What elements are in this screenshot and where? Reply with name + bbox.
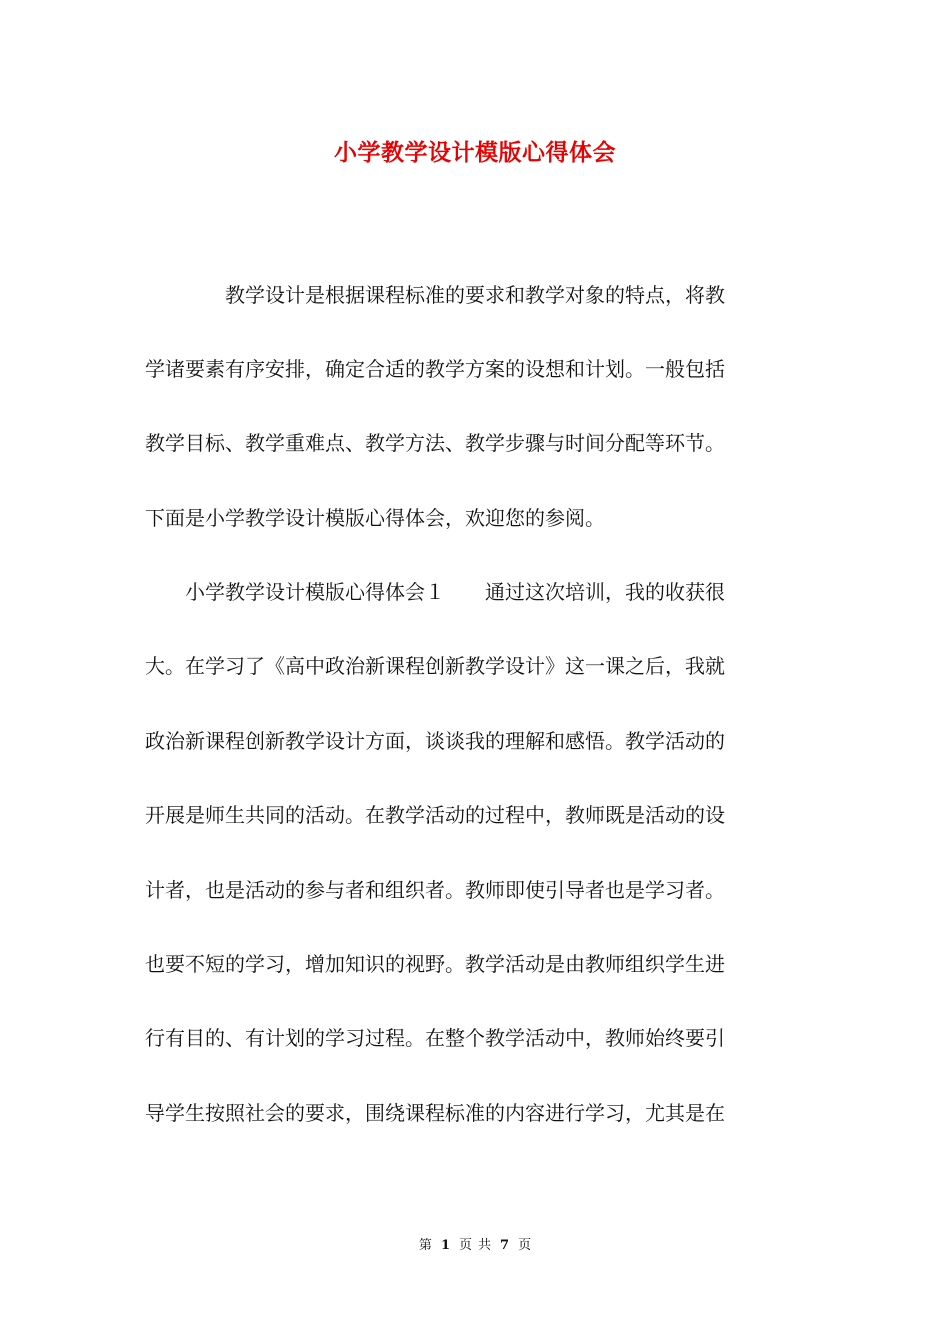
body-line-7: 政治新课程创新教学设计方面，谈谈我的理解和感悟。教学活动的 <box>145 729 725 753</box>
footer-label-ye2: 页 <box>518 1238 532 1253</box>
footer-label-di: 第 <box>418 1238 432 1253</box>
body-line-11: 行有目的、有计划的学习过程。在整个教学活动中，教师始终要引 <box>145 1026 725 1050</box>
body-line-5: 小学教学设计模版心得体会１ 通过这次培训，我的收获很 <box>145 580 725 604</box>
body-line-9: 计者，也是活动的参与者和组织者。教师即使引导者也是学习者。 <box>145 878 725 902</box>
footer-current-page: 1 <box>440 1238 450 1253</box>
document-title: 小学教学设计模版心得体会 <box>334 139 616 166</box>
body-line-1: 教学设计是根据课程标准的要求和教学对象的特点，将教 <box>145 283 725 307</box>
body-line-8: 开展是师生共同的活动。在教学活动的过程中，教师既是活动的设 <box>145 803 725 827</box>
body-line-10: 也要不短的学习，增加知识的视野。教学活动是由教师组织学生进 <box>145 952 725 976</box>
footer-label-gong: 共 <box>478 1238 492 1253</box>
body-line-12: 导学生按照社会的要求，围绕课程标准的内容进行学习，尤其是在 <box>145 1101 725 1125</box>
footer-label-ye: 页 <box>458 1238 472 1253</box>
body-line-4: 下面是小学教学设计模版心得体会，欢迎您的参阅。 <box>145 506 605 530</box>
body-line-3: 教学目标、教学重难点、教学方法、教学步骤与时间分配等环节。 <box>145 431 725 455</box>
page-footer <box>0 1236 950 1256</box>
body-line-2: 学诸要素有序安排，确定合适的教学方案的设想和计划。一般包括 <box>145 357 725 381</box>
body-line-6: 大。在学习了《高中政治新课程创新教学设计》这一课之后，我就 <box>145 654 725 678</box>
footer-total-pages: 7 <box>500 1238 510 1253</box>
